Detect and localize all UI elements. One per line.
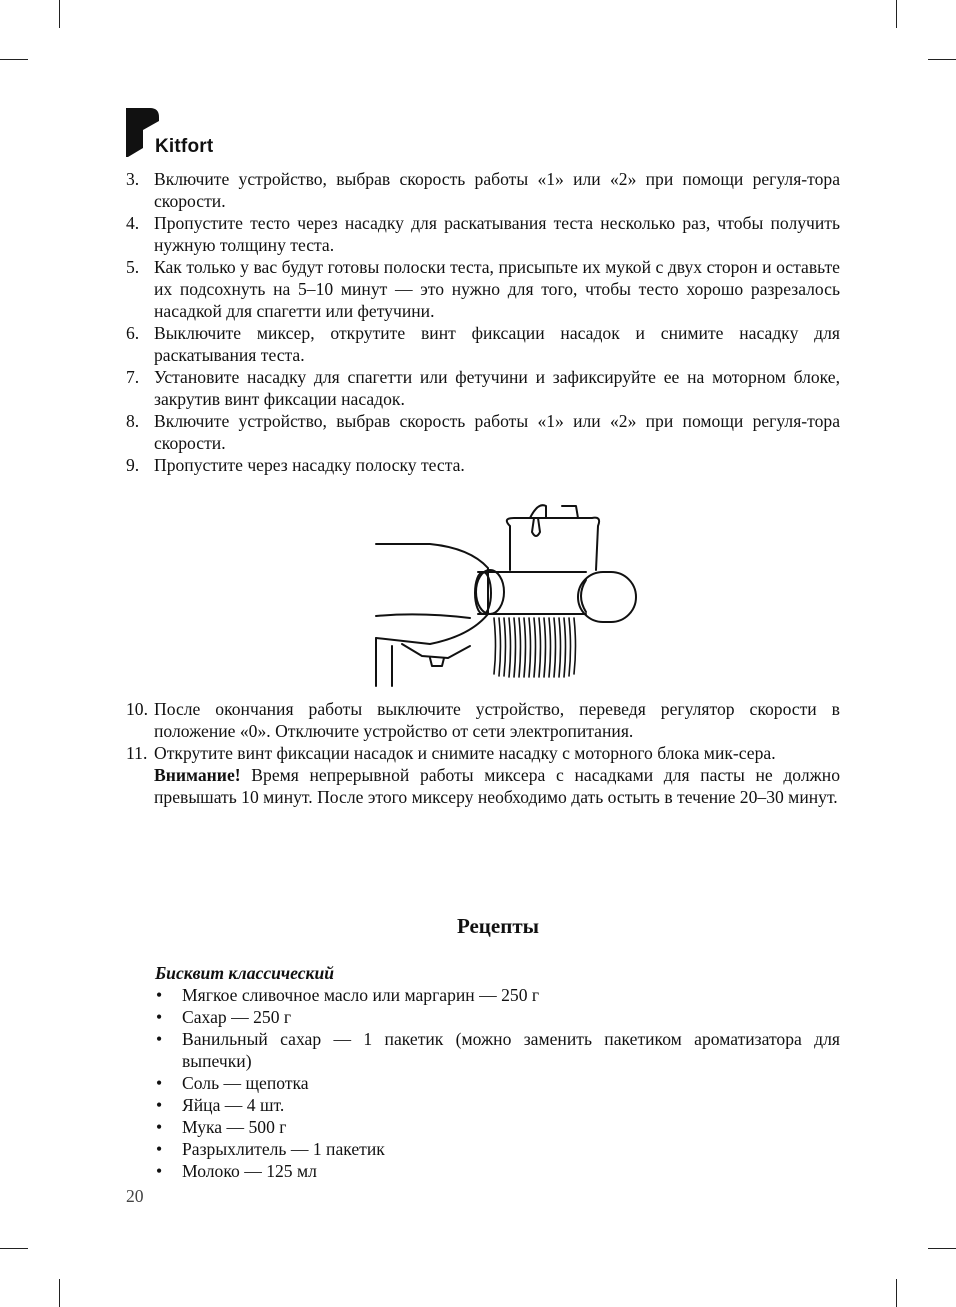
step-text: Открутите винт фиксации насадок и снимите насадку с моторного блока мик-сера. [154, 743, 776, 763]
warning-label: Внимание! [154, 765, 241, 785]
ingredient-text: Яйца — 4 шт. [182, 1095, 285, 1115]
step-text: Как только у вас будут готовы полоски теста, присыпьте их мукой с двух сторон и оставьте их подсохнуть на 5–10 минут — это нужно для того, чтобы тесто хорошо разрезалось насадкой для спагетти или фетучини. [154, 257, 840, 321]
list-item [126, 1006, 840, 1028]
crop-mark [928, 59, 956, 60]
list-item [126, 168, 840, 212]
list-item [126, 698, 840, 742]
bullet: • [156, 1007, 163, 1027]
step-text: Пропустите через насадку полоску теста. [154, 455, 465, 475]
step-text: После окончания работы выключите устройство, переведя регулятор скорости в положение «0». Отключите устройство от сети электропитания. [154, 699, 840, 741]
ingredient-text: Молоко — 125 мл [182, 1161, 317, 1181]
list-item [126, 1160, 840, 1182]
crop-mark [0, 1248, 28, 1249]
crop-mark [0, 59, 28, 60]
list-item [126, 410, 840, 454]
list-item [126, 1116, 840, 1138]
bullet: • [156, 1073, 163, 1093]
bullet: • [156, 985, 163, 1005]
step-number: 11. [126, 743, 148, 763]
step-text: Установите насадку для спагетти или фетучини и зафиксируйте ее на моторном блоке, закрутив винт фиксации насадок. [154, 367, 840, 409]
ingredient-text: Сахар — 250 г [182, 1007, 292, 1027]
brand-name: Kitfort [155, 136, 214, 157]
crop-mark [59, 0, 60, 28]
crop-mark [896, 0, 897, 28]
step-number: 3. [126, 169, 140, 189]
step-text: Включите устройство, выбрав скорость работы «1» или «2» при помощи регуля-тора скорости. [154, 169, 840, 211]
list-item [126, 256, 840, 322]
crop-mark [896, 1279, 897, 1307]
list-item [126, 212, 840, 256]
list-item [126, 742, 840, 764]
list-item [126, 1028, 840, 1072]
step-number: 7. [126, 367, 140, 387]
list-item [126, 322, 840, 366]
recipe-block [126, 962, 840, 1182]
warning-note [126, 764, 840, 808]
bullet: • [156, 1029, 163, 1049]
pasta-attachment-illustration [370, 496, 640, 690]
step-number: 10. [126, 699, 148, 719]
step-text: Пропустите тесто через насадку для раскатывания теста несколько раз, чтобы получить нужную толщину теста. [154, 213, 840, 255]
bullet: • [156, 1139, 163, 1159]
steps-list-bottom [126, 698, 840, 808]
crop-mark [928, 1248, 956, 1249]
page-number: 20 [126, 1186, 144, 1206]
list-item [126, 366, 840, 410]
section-heading: Рецепты [456, 914, 540, 938]
step-number: 6. [126, 323, 140, 343]
recipe-title: Бисквит классический [155, 963, 335, 983]
step-number: 5. [126, 257, 140, 277]
ingredient-text: Соль — щепотка [182, 1073, 309, 1093]
steps-list-top [126, 168, 840, 476]
kitfort-logo [126, 108, 256, 160]
bullet: • [156, 1161, 163, 1181]
bullet: • [156, 1095, 163, 1115]
step-number: 9. [126, 455, 140, 475]
list-item [126, 454, 840, 476]
bullet: • [156, 1117, 163, 1137]
list-item [126, 1138, 840, 1160]
step-text: Включите устройство, выбрав скорость работы «1» или «2» при помощи регуля-тора скорости. [154, 411, 840, 453]
crop-mark [59, 1279, 60, 1307]
ingredient-text: Разрыхлитель — 1 пакетик [182, 1139, 385, 1159]
list-item [126, 1094, 840, 1116]
ingredient-text: Мягкое сливочное масло или маргарин — 250 г [182, 985, 540, 1005]
warning-text: Время непрерывной работы миксера с насадками для пасты не должно превышать 10 минут. После этого миксеру необходимо дать остыть в течение 20–30 минут. [154, 765, 840, 807]
list-item [126, 984, 840, 1006]
step-number: 4. [126, 213, 140, 233]
mixer-pasta-cutter-illustration [370, 496, 640, 690]
list-item [126, 1072, 840, 1094]
ingredient-text: Мука — 500 г [182, 1117, 287, 1137]
step-number: 8. [126, 411, 140, 431]
step-text: Выключите миксер, открутите винт фиксации насадок и снимите насадку для раскатывания теста. [154, 323, 840, 365]
ingredient-text: Ванильный сахар — 1 пакетик (можно заменить пакетиком ароматизатора для выпечки) [182, 1029, 840, 1071]
